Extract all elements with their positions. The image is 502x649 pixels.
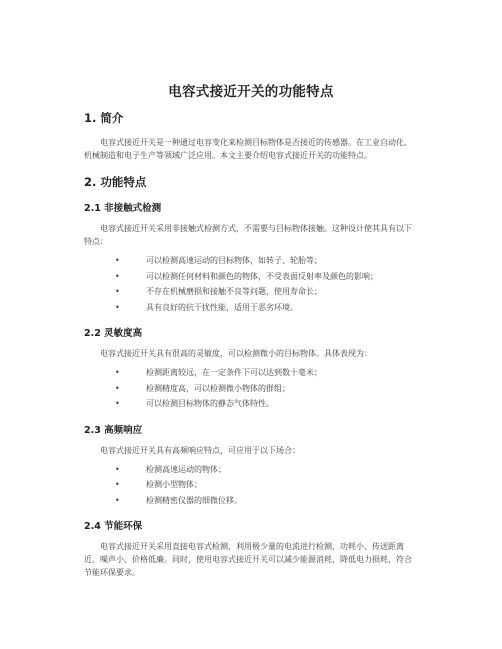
document-title: 电容式接近开关的功能特点: [168, 84, 334, 100]
bullet-list-2-2: [84, 365, 418, 412]
bullet-icon: •: [115, 464, 120, 474]
list-item-text: 具有良好的抗干扰性能，适用于恶劣环境。: [146, 302, 298, 312]
list-item-text: 可以检测目标物体的静态气体特性。: [146, 399, 274, 408]
list-item-text: 可以检测任何材料和颜色的物体，不受表面反射率及颜色的影响；: [146, 271, 378, 281]
list-item-text: 检测高速运动的物体；: [146, 464, 226, 474]
bullet-icon: •: [115, 495, 120, 505]
list-item: [84, 396, 418, 412]
subsection-heading-2-3: 2.3 高频响应: [84, 424, 143, 436]
bullet-icon: •: [115, 368, 120, 377]
subsection-heading-2-2: 2.2 灵敏度高: [84, 328, 143, 339]
list-item: [84, 365, 418, 381]
list-item: [84, 300, 418, 316]
bullet-icon: •: [115, 287, 120, 296]
bullet-list-2-1: [84, 253, 418, 315]
bullet-icon: •: [115, 271, 120, 281]
list-item: [84, 477, 418, 493]
section-heading-features: 2. 功能特点: [84, 175, 147, 189]
subsection-paragraph-2-3: 电容式接近开关具有高频响应特点，可应用于以下场合：: [100, 445, 300, 455]
subsection-paragraph-2-1: 电容式接近开关采用非接触式检测方式，不需要与目标物体接触。这种设计使其具有以下特点：: [84, 224, 412, 246]
section-heading-intro: 1. 简介: [84, 111, 124, 125]
bullet-icon: •: [115, 383, 120, 393]
list-item: [84, 381, 418, 397]
subsection-heading-2-4: 2.4 节能环保: [84, 521, 143, 532]
bullet-list-2-3: [84, 462, 418, 509]
intro-paragraph: 电容式接近开关是一种通过电容变化来检测目标物体是否接近的传感器。在工业自动化、机械制造和电子生产等领域广泛应用。本文主要介绍电容式接近开关的功能特点。: [84, 138, 412, 160]
subsection-heading-2-1: 2.1 非接触式检测: [84, 203, 162, 214]
bullet-icon: •: [115, 480, 120, 489]
list-item-text: 可以检测高速运动的目标物体，如转子、轮胎等；: [146, 256, 322, 265]
list-item: [84, 269, 418, 285]
subsection-paragraph-2-4: 电容式接近开关采用直接电容式检测，利用极少量的电流进行检测，功耗小、传送距离近、噪声小、价格低廉。同时，使用电容式接近开关可以减少能源消耗，降低电力损耗，符合节能环保要求。: [84, 542, 412, 577]
list-item-text: 不存在机械磨损和接触不良等问题，使用寿命长；: [146, 287, 322, 296]
list-item-text: 检测精度高，可以检测微小物体的群组；: [146, 383, 290, 393]
subsection-paragraph-2-2: 电容式接近开关具有很高的灵敏度，可以检测微小的目标物体。具体表现为：: [100, 349, 372, 358]
bullet-icon: •: [115, 256, 120, 265]
list-item: [84, 284, 418, 300]
list-item: [84, 462, 418, 478]
list-item-text: 检测精密仪器的细微位移。: [146, 495, 242, 505]
list-item: [84, 493, 418, 509]
bullet-icon: •: [115, 302, 120, 312]
list-item: [84, 253, 418, 269]
bullet-icon: •: [115, 399, 120, 408]
list-item-text: 检测距离较远，在一定条件下可以达到数十毫米；: [146, 368, 322, 377]
list-item-text: 检测小型物体；: [146, 480, 202, 489]
